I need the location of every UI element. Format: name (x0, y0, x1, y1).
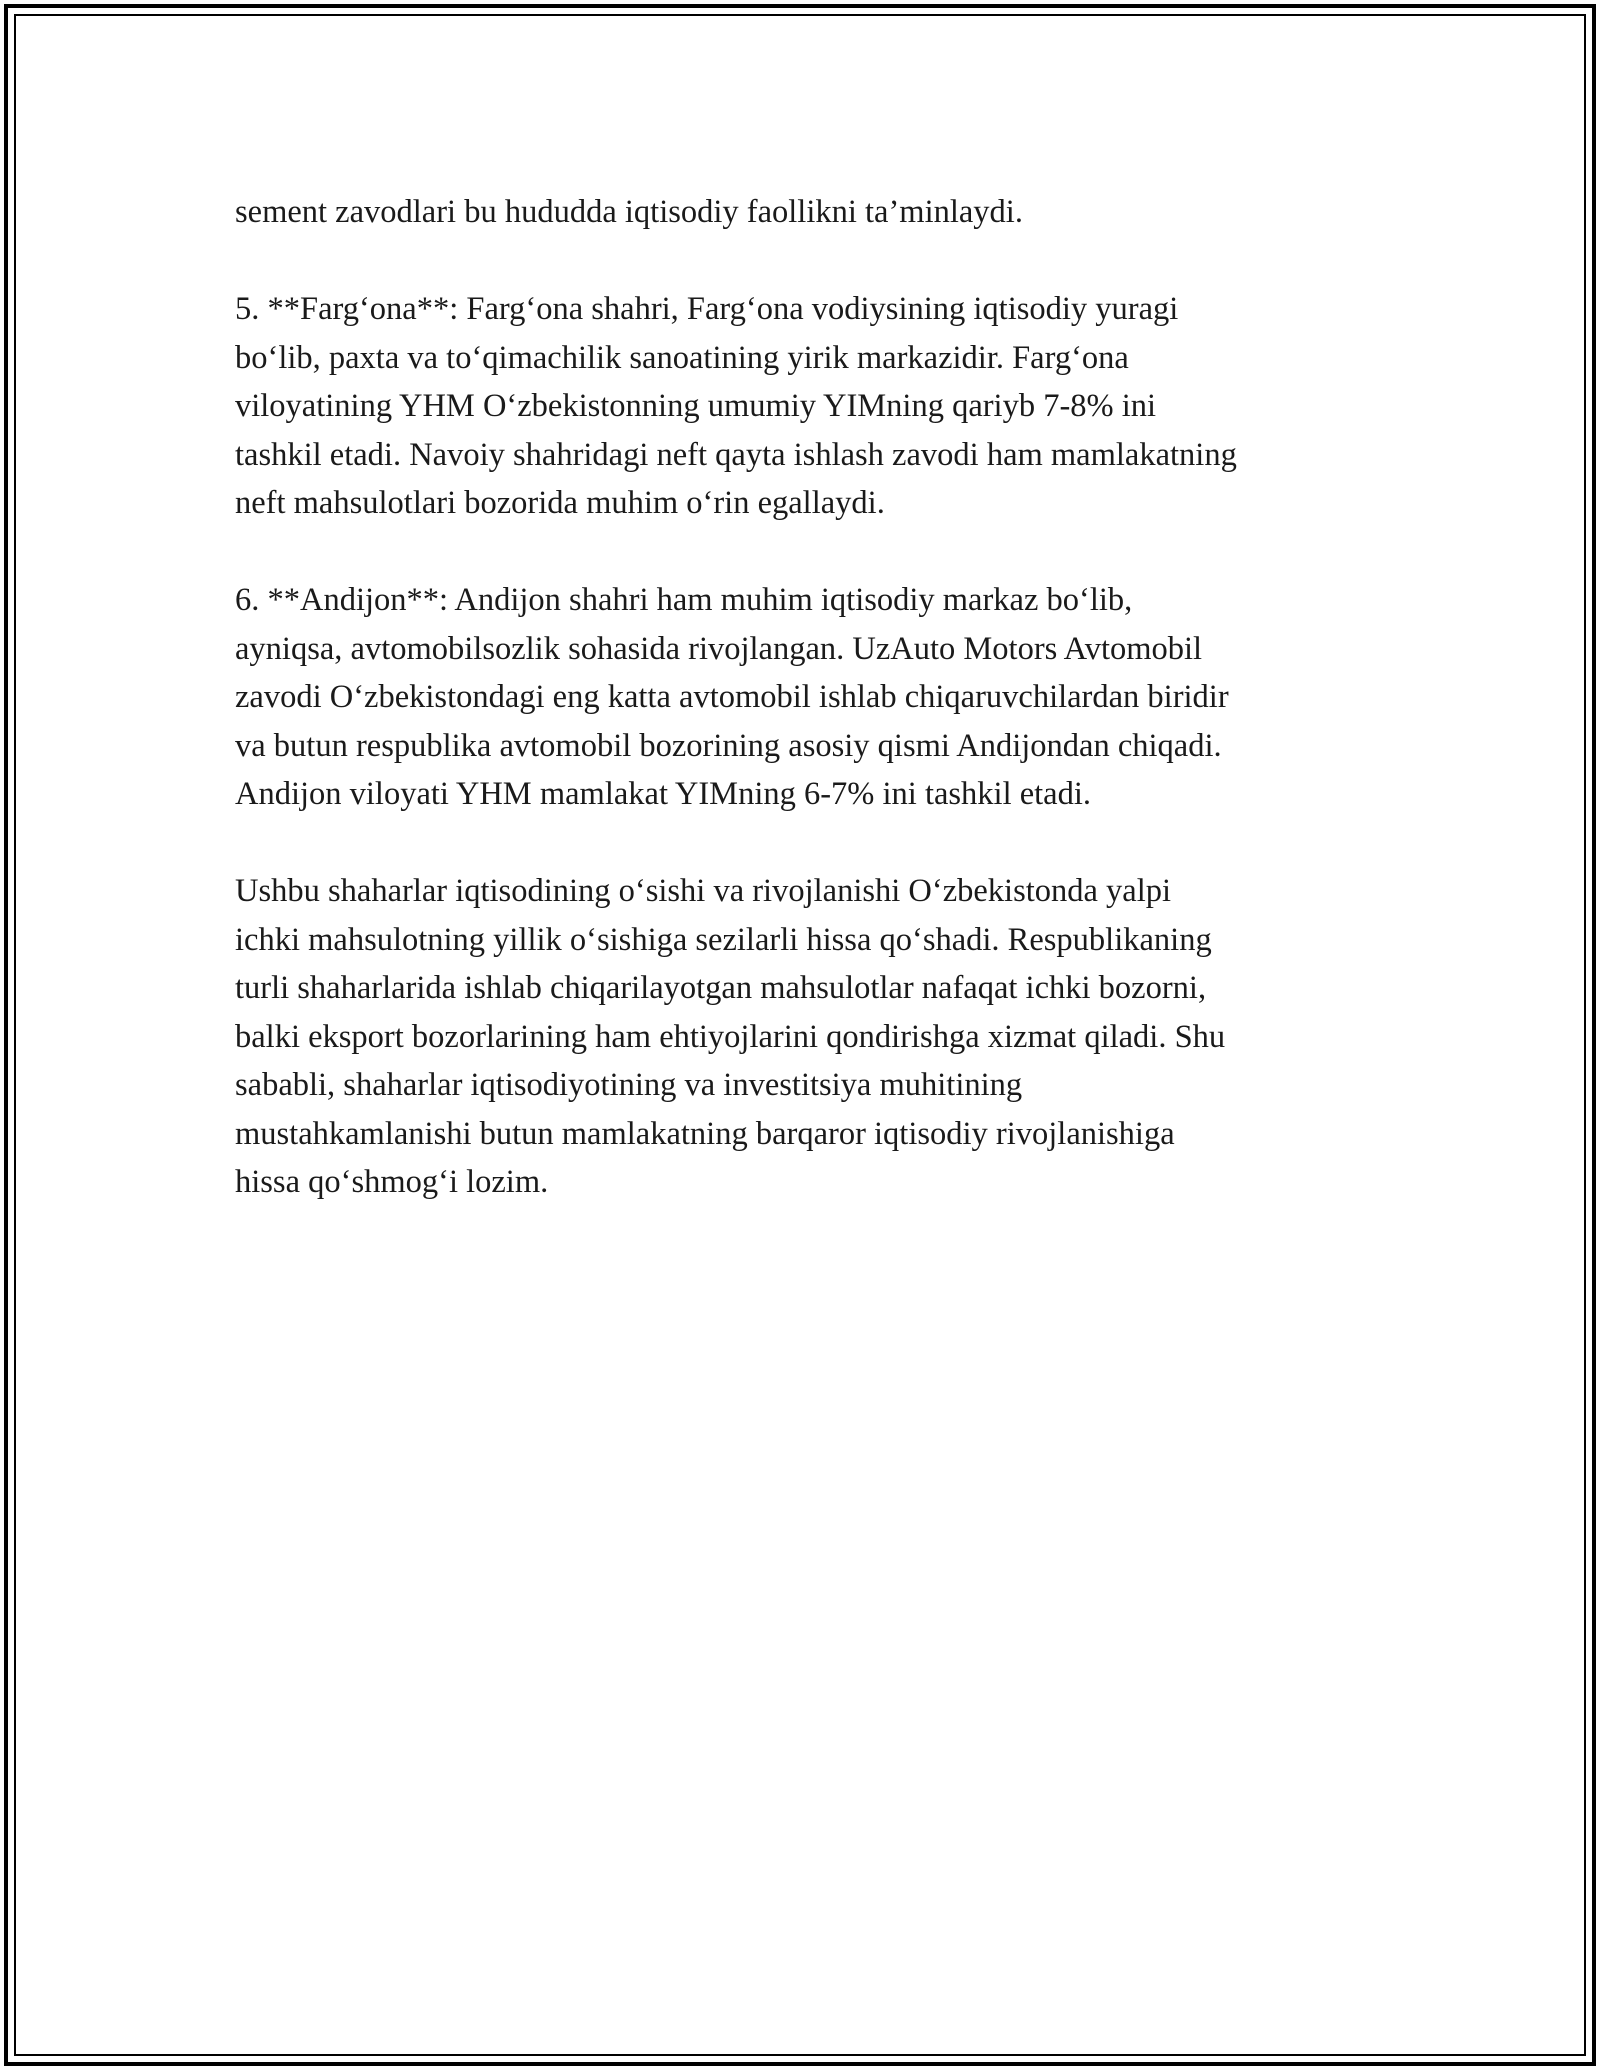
paragraph-conclusion: Ushbu shaharlar iqtisodining o‘sishi va rivojlanishi O‘zbekistonda yalpi ichki mahsulotning yillik o‘sishiga sezilarli hissa qo‘shadi. Respublikaning turli shaharlarida ishlab chiqarilayotgan mahsulotlar nafaqat ichki bozorni, balki eksport bozorlarining ham ehtiyojlarini qondirishga xizmat qiladi. Shu sababli, shaharlar iqtisodiyotining va investitsiya muhitining mustahkamlanishi butun mamlakatning barqaror iqtisodiy rivojlanishiga hissa qo‘shmog‘i lozim. (235, 873, 1226, 1200)
paragraph-cement-continuation: sement zavodlari bu hududda iqtisodiy faollikni ta’minlaydi. (235, 194, 1023, 230)
paragraph-andijan: 6. **Andijon**: Andijon shahri ham muhim iqtisodiy markaz bo‘lib, ayniqsa, avtomobilsozlik sohasida rivojlangan. UzAuto Motors Avtomobil zavodi O‘zbekistondagi eng katta avtomobil ishlab chiqaruvchilardan biridir va butun respublika avtomobil bozorining asosiy qismi Andijondan chiqadi. Andijon viloyati YHM mamlakat YIMning 6-7% ini tashkil etadi. (235, 582, 1229, 812)
paragraph-fergana: 5. **Farg‘ona**: Farg‘ona shahri, Farg‘ona vodiysining iqtisodiy yuragi bo‘lib, paxta va to‘qimachilik sanoatining yirik markazidir. Farg‘ona viloyatining YHM O‘zbekistonning umumiy YIMning qariyb 7-8% ini tashkil etadi. Navoiy shahridagi neft qayta ishlash zavodi ham mamlakatning neft mahsulotlari bozorida muhim o‘rin egallaydi. (235, 291, 1237, 521)
document-body (235, 188, 1385, 1255)
